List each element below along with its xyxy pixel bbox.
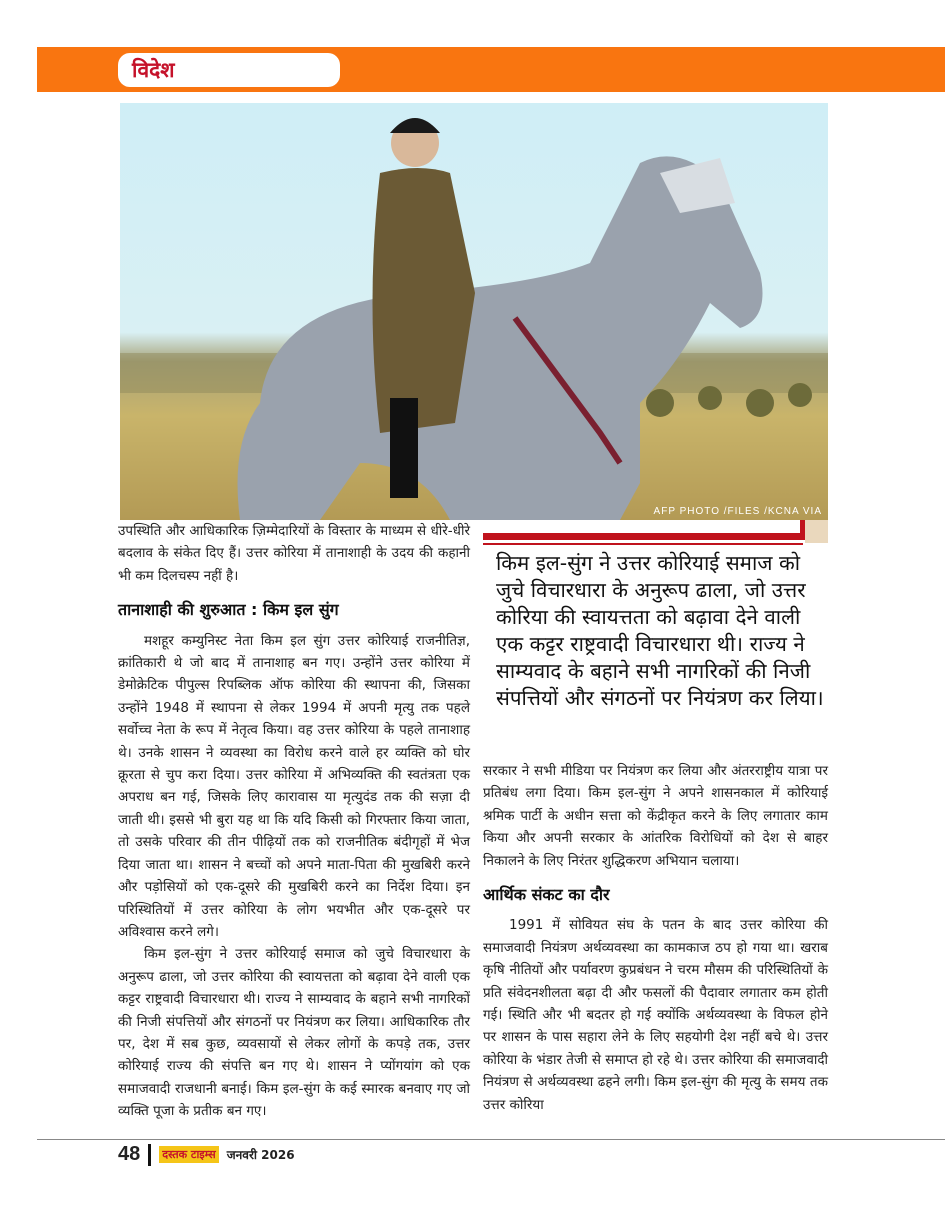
left-column bbox=[118, 520, 470, 1123]
body-paragraph: मशहूर कम्युनिस्ट नेता किम इल सुंग उत्तर कोरियाई राजनीतिज्ञ, क्रांतिकारी थे जो बाद में तानाशाह बन गए। उन्होंने उत्तर कोरिया में डेमोक्रेटिक पीपुल्स रिपब्लिक ऑफ कोरिया की स्थापना की, जिसका उन्होंने 1948 में स्थापना से लेकर 1994 में अपनी मृत्यु तक पहले सर्वोच्च नेता के रूप में नेतृत्व किया। वह उत्तर कोरिया के पहले तानाशाह थे। उनके शासन ने व्यवस्था का विरोध करने वाले हर व्यक्ति को घोर क्रूरता से चुप करा दिया। उत्तर कोरिया में अभिव्यक्ति की स्वतंत्रता एक अपराध बन गई, जिसके लिए कारावास या मृत्युदंड तक की सज़ा दी जाती थी। इससे भी बुरा यह था कि यदि किसी को गिरफ्तार किया जाता, तो उसके परिवार की तीन पीढ़ियों तक को राजनीतिक बंदीगृहों में भेज दिया जाता था। शासन ने बच्चों को अपने माता-पिता की मुखबिरी करने और पड़ोसियों को एक-दूसरे की मुखबिरी करने का निर्देश दिया। इन परिस्थितियों में उत्तर कोरिया के लोग भयभीत और एक-दूसरे पर अविश्वास करने लगे। bbox=[118, 632, 470, 940]
body-paragraph: किम इल-सुंग ने उत्तर कोरियाई समाज को जुचे विचारधारा के अनुरूप ढाला, जो उत्तर कोरिया की स्वायत्तता को बढ़ावा देने वाली एक कट्टर राष्ट्रवादी विचारधारा थी। राज्य ने साम्यवाद के बहाने सभी नागरिकों की निजी संपत्तियों और संगठनों पर नियंत्रण कर लिया। आधिकारिक तौर पर, देश में सब कुछ, व्यवसायों से लेकर लोगों के कपड़े तक, उत्तर कोरियाई राज्य की संपत्ति बन गए थे। शासन ने प्योंगयांग को एक समाजवादी राजधानी बनाई। किम इल-सुंग के कई स्मारक बनवाए गए जो व्यक्ति पूजा के प्रतीक बन गए। bbox=[118, 946, 470, 1120]
decorative-red-bar bbox=[483, 533, 803, 540]
section-title: विदेश bbox=[132, 58, 175, 82]
issue-date: जनवरी 2026 bbox=[226, 1148, 295, 1162]
decorative-red-line bbox=[483, 543, 803, 545]
subheading: तानाशाही की शुरुआत : किम इल सुंग bbox=[118, 600, 339, 620]
photo-credit: AFP PHOTO /FILES /KCNA VIA bbox=[653, 506, 822, 517]
footer-rule bbox=[37, 1139, 945, 1140]
pull-quote: किम इल-सुंग ने उत्तर कोरियाई समाज को जुचे विचारधारा के अनुरूप ढाला, जो उत्तर कोरिया की स्वायत्तता को बढ़ावा देने वाली एक कट्टर राष्ट्रवादी विचारधारा थी। राज्य ने साम्यवाद के बहाने सभी नागरिकों की निजी संपत्तियों और संगठनों पर नियंत्रण कर लिया। bbox=[496, 551, 824, 710]
right-column bbox=[483, 760, 828, 1116]
divider bbox=[148, 1144, 151, 1166]
body-paragraph: सरकार ने सभी मीडिया पर नियंत्रण कर लिया और अंतरराष्ट्रीय यात्रा पर प्रतिबंध लगा दिया। किम इल-सुंग ने अपने शासनकाल में कोरियाई श्रमिक पार्टी के अधीन सत्ता को केंद्रीकृत करने के लिए लगातार काम किया और अपनी सरकार के आंतरिक विरोधियों को देश से बाहर निकालने के लिए निरंतर शुद्धिकरण अभियान चलाया। bbox=[483, 763, 828, 869]
decorative-tan-box bbox=[805, 520, 828, 543]
page-footer bbox=[118, 1143, 295, 1166]
subheading: आर्थिक संकट का दौर bbox=[483, 885, 610, 905]
section-label-box bbox=[118, 53, 340, 87]
page-number: 48 bbox=[118, 1143, 141, 1165]
article-photo bbox=[120, 103, 828, 520]
horse-rider-illustration bbox=[120, 103, 828, 520]
magazine-logo: दस्तक टाइम्स bbox=[159, 1146, 218, 1163]
body-paragraph: 1991 में सोवियत संघ के पतन के बाद उत्तर कोरिया की समाजवादी नियंत्रण अर्थव्यवस्था का कामकाज ठप हो गया था। खराब कृषि नीतियों और पर्यावरण कुप्रबंधन ने चरम मौसम की परिस्थितियों के प्रति संवेदनशीलता बढ़ा दी और फसलों की पैदावार लगातार कम होती गई। स्थिति और भी बदतर हो गई क्योंकि अर्थव्यवस्था के विफल होने पर शासन के पास सहारा लेने के लिए सहयोगी देश नहीं बचे थे। उत्तर कोरिया के भंडार तेजी से समाप्त हो रहे थे। उत्तर कोरिया की समाजवादी नियंत्रण से अर्थव्यवस्था ढहने लगी। किम इल-सुंग की मृत्यु के समय तक उत्तर कोरिया bbox=[483, 917, 828, 1113]
intro-paragraph: उपस्थिति और आधिकारिक ज़िम्मेदारियों के विस्तार के माध्यम से धीरे-धीरे बदलाव के संकेत दिए हैं। उत्तर कोरिया में तानाशाही के उदय की कहानी भी कम दिलचस्प नहीं है। bbox=[118, 523, 470, 584]
